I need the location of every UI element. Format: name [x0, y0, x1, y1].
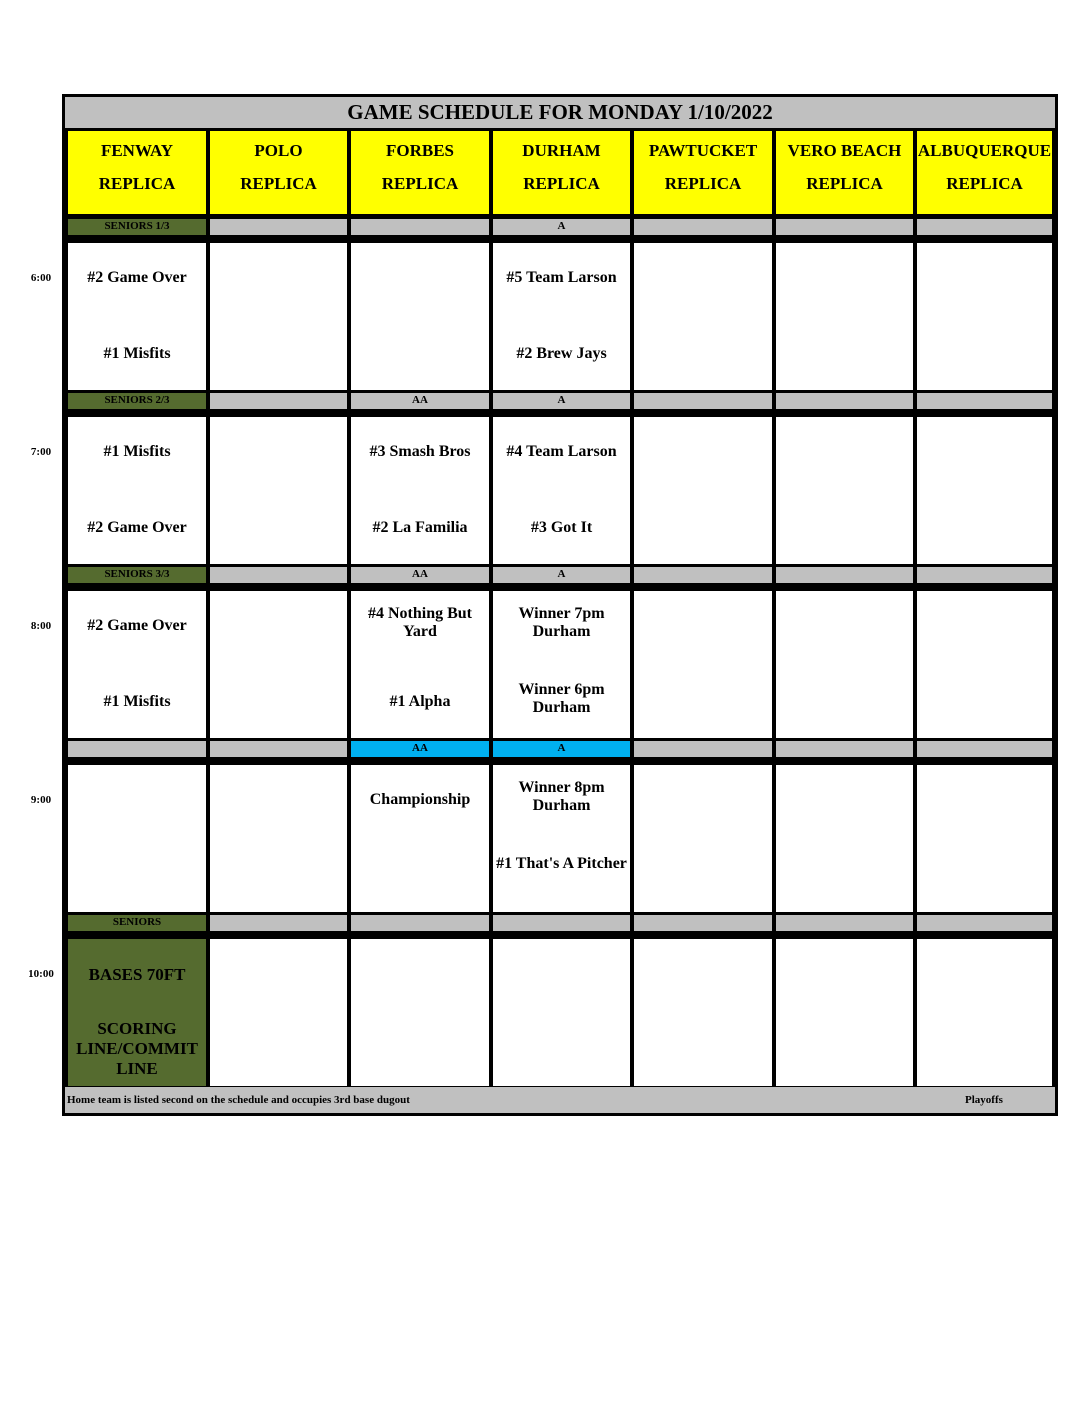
field-header: [914, 128, 1055, 217]
division-label: A: [490, 738, 633, 760]
division-label: [631, 738, 775, 760]
field-name: DURHAM: [522, 141, 601, 160]
time-label: 10:00: [28, 968, 54, 980]
division-label: SENIORS 1/3: [65, 216, 209, 238]
division-label: [631, 912, 775, 934]
team-top: #1 Misfits: [103, 443, 171, 460]
division-label: [207, 912, 350, 934]
division-label: [631, 216, 775, 238]
field-header: [631, 128, 775, 217]
division-label: [207, 216, 350, 238]
game-cell: [348, 414, 492, 567]
game-cell: [773, 240, 916, 393]
team-bottom: Winner 6pm Durham: [518, 681, 605, 716]
schedule-footer: [65, 1087, 1055, 1113]
team-top: Winner 8pm Durham: [518, 779, 605, 814]
team-top: #5 Team Larson: [506, 269, 617, 286]
game-cell: [207, 588, 350, 741]
field-header: [348, 128, 492, 217]
game-cell: [207, 240, 350, 393]
field-name: FENWAY: [100, 141, 174, 160]
field-name: POLO: [254, 141, 303, 160]
field-subtitle: REPLICA: [381, 174, 459, 193]
division-label: SENIORS 3/3: [65, 564, 209, 586]
game-cell: [348, 936, 492, 1089]
footer-note: Home team is listed second on the schedule and occupies 3rd base dugout: [67, 1094, 410, 1106]
division-label: [773, 216, 916, 238]
division-label: [914, 390, 1055, 412]
game-cell: [65, 762, 209, 915]
division-label: SENIORS 2/3: [65, 390, 209, 412]
division-label: [348, 216, 492, 238]
field-subtitle: REPLICA: [523, 174, 600, 193]
team-top: BASES 70FT: [88, 965, 186, 984]
game-cell: [490, 936, 633, 1089]
game-cell: [65, 240, 209, 393]
division-label: [773, 912, 916, 934]
field-name: ALBUQUERQUE: [917, 141, 1052, 160]
game-cell: [207, 414, 350, 567]
game-cell: [914, 588, 1055, 741]
time-label: 8:00: [30, 620, 52, 632]
team-bottom: #2 Game Over: [87, 519, 187, 536]
game-cell: [490, 762, 633, 915]
team-bottom: SCORING LINE/COMMIT LINE: [76, 1019, 198, 1078]
division-label: [631, 390, 775, 412]
team-top: Winner 7pm Durham: [518, 605, 605, 640]
game-cell: [207, 762, 350, 915]
game-cell: [65, 936, 209, 1089]
schedule-title: GAME SCHEDULE FOR MONDAY 1/10/2022: [65, 97, 1055, 128]
field-header: [490, 128, 633, 217]
division-label: A: [490, 216, 633, 238]
field-name: PAWTUCKET: [648, 141, 758, 160]
footer-playoffs: Playoffs: [965, 1094, 1003, 1106]
game-cell: [348, 762, 492, 915]
field-subtitle: REPLICA: [98, 174, 176, 193]
team-bottom: #2 Brew Jays: [516, 345, 607, 362]
game-cell: [207, 936, 350, 1089]
division-label: [773, 738, 916, 760]
game-cell: [773, 588, 916, 741]
team-top: Championship: [369, 791, 471, 808]
game-cell: [631, 240, 775, 393]
division-label: [631, 564, 775, 586]
division-label: SENIORS: [65, 912, 209, 934]
team-bottom: #1 That's A Pitcher: [496, 855, 627, 872]
game-cell: [631, 588, 775, 741]
division-label: [914, 564, 1055, 586]
division-label: [914, 738, 1055, 760]
game-cell: [631, 414, 775, 567]
time-label: 6:00: [30, 272, 52, 284]
field-name: FORBES: [385, 141, 455, 160]
division-label: [65, 738, 209, 760]
division-label: A: [490, 564, 633, 586]
team-top: #4 Team Larson: [506, 443, 617, 460]
division-label: AA: [348, 564, 492, 586]
game-cell: [490, 414, 633, 567]
team-top: #4 Nothing But Yard: [367, 605, 473, 640]
team-bottom: #3 Got It: [530, 519, 593, 536]
field-subtitle: REPLICA: [664, 174, 742, 193]
field-header: [773, 128, 916, 217]
time-label: 7:00: [30, 446, 52, 458]
division-label: [207, 738, 350, 760]
team-top: #2 Game Over: [87, 617, 187, 634]
game-cell: [490, 588, 633, 741]
game-cell: [65, 414, 209, 567]
field-subtitle: REPLICA: [946, 174, 1023, 193]
time-label: 9:00: [30, 794, 52, 806]
team-top: #3 Smash Bros: [369, 443, 471, 460]
field-subtitle: REPLICA: [240, 174, 317, 193]
team-top: #2 Game Over: [87, 269, 187, 286]
game-cell: [631, 762, 775, 915]
division-label: [914, 216, 1055, 238]
game-cell: [914, 762, 1055, 915]
field-header: [207, 128, 350, 217]
team-bottom: #2 La Familia: [372, 519, 468, 536]
division-label: A: [490, 390, 633, 412]
division-label: [348, 912, 492, 934]
game-cell: [773, 414, 916, 567]
team-bottom: #1 Misfits: [103, 693, 171, 710]
division-label: [207, 390, 350, 412]
game-cell: [490, 240, 633, 393]
field-subtitle: REPLICA: [806, 174, 883, 193]
schedule-table: [62, 94, 1058, 1116]
game-cell: [631, 936, 775, 1089]
game-cell: [773, 762, 916, 915]
game-cell: [914, 414, 1055, 567]
field-name: VERO BEACH: [787, 141, 902, 160]
division-label: AA: [348, 738, 492, 760]
game-cell: [348, 588, 492, 741]
division-label: [773, 390, 916, 412]
division-label: [773, 564, 916, 586]
game-cell: [773, 936, 916, 1089]
game-cell: [914, 240, 1055, 393]
game-cell: [914, 936, 1055, 1089]
game-cell: [348, 240, 492, 393]
division-label: [207, 564, 350, 586]
team-bottom: #1 Misfits: [103, 345, 171, 362]
field-header: [65, 128, 209, 217]
division-label: AA: [348, 390, 492, 412]
team-bottom: #1 Alpha: [389, 693, 451, 710]
game-cell: [65, 588, 209, 741]
division-label: [914, 912, 1055, 934]
division-label: [490, 912, 633, 934]
